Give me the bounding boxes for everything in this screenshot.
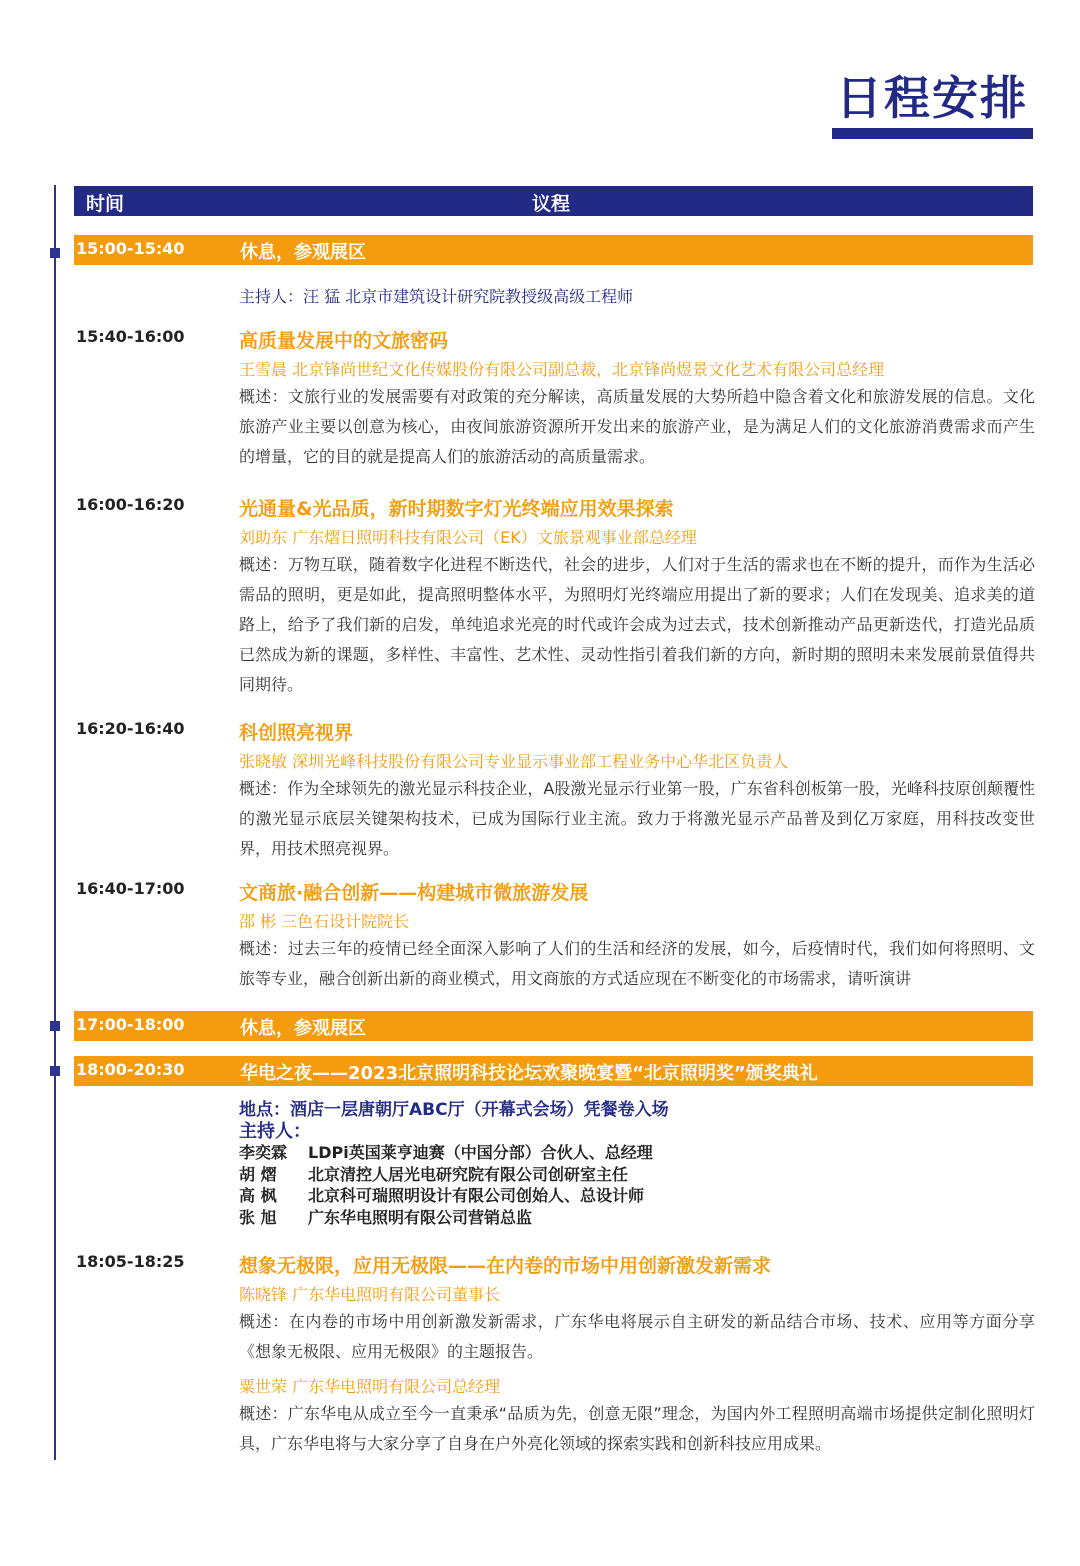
host-title: 北京科可瑞照明设计有限公司创始人、总设计师 [308, 1186, 645, 1205]
break-title: 休息，参观展区 [240, 1018, 366, 1039]
timeline-dot [50, 1066, 60, 1076]
talk-speaker: 刘助东 广东熠日照明科技有限公司（EK）文旅景观事业部总经理 [239, 528, 697, 547]
page-title: 日程安排 [836, 71, 1028, 125]
talk-description: 概述：作为全球领先的激光显示科技企业，A股激光显示行业第一股，广东省科创板第一股，光峰科技原创颠覆性的激光显示底层关键架构技术，已成为国际行业主流。致力于将激光显示产品普及到亿万家庭，用科技改变世界，用技术照亮视界。 [239, 779, 1035, 858]
header-agenda: 议程 [532, 193, 571, 215]
title-underline [832, 128, 1033, 139]
gala-bar [74, 1056, 1033, 1086]
table-header [74, 186, 1033, 216]
host-title: 广东华电照明有限公司营销总监 [308, 1207, 533, 1227]
host-name: 高 枫 [239, 1186, 277, 1205]
host-row [239, 1142, 669, 1164]
gala-title: 华电之夜——2023北京照明科技论坛欢聚晚宴暨“北京照明奖”颁奖典礼 [240, 1063, 818, 1084]
host-title: 北京清控人居光电研究院有限公司创研室主任 [308, 1164, 629, 1184]
host-title: LDPi英国莱亨迪赛（中国分部）合伙人、总经理 [308, 1143, 653, 1162]
talk-title: 光通量&光品质，新时期数字灯光终端应用效果探索 [239, 498, 674, 520]
break-bar [74, 1011, 1033, 1041]
host-name: 胡 熠 [239, 1164, 277, 1184]
talk-speaker: 王雪晨 北京锋尚世纪文化传媒股份有限公司副总裁，北京锋尚煜景文化艺术有限公司总经理 [239, 360, 885, 379]
host-name: 张 旭 [239, 1207, 277, 1227]
timeline-dot [50, 248, 60, 258]
break-bar [74, 235, 1033, 265]
talk-speaker: 邵 彬 三色石设计院院长 [239, 912, 410, 931]
talk-description: 概述：在内卷的市场中用创新激发新需求，广东华电将展示自主研发的新品结合市场、技术、应用等方面分享《想象无极限、应用无极限》的主题报告。 [239, 1312, 1035, 1361]
timeline-dot [50, 1021, 60, 1031]
break-time: 17:00-18:00 [76, 1015, 185, 1034]
talk-time: 18:05-18:25 [76, 1252, 185, 1271]
host-name: 李奕霖 [239, 1143, 288, 1162]
session-host: 主持人：汪 猛 北京市建筑设计研究院教授级高级工程师 [239, 287, 634, 306]
talk-description: 概述：广东华电从成立至今一直秉承“品质为先，创意无限”理念，为国内外工程照明高端市场提供定制化照明灯具，广东华电将与大家分享了自身在户外亮化领域的探索实践和创新科技应用成果。 [239, 1404, 1035, 1453]
talk-title: 科创照亮视界 [239, 722, 354, 744]
talk-description: 概述：过去三年的疫情已经全面深入影响了人们的生活和经济的发展，如今，后疫情时代，我们如何将照明、文旅等专业，融合创新出新的商业模式，用文商旅的方式适应现在不断变化的市场需求，请听演讲 [239, 939, 1035, 988]
hosts-label: 主持人： [239, 1121, 311, 1142]
talk-time: 16:00-16:20 [76, 495, 185, 514]
talk-speaker: 粟世荣 广东华电照明有限公司总经理 [239, 1377, 501, 1396]
venue: 地点：酒店一层唐朝厅ABC厅（开幕式会场）凭餐卷入场 [239, 1100, 669, 1120]
timeline-line [54, 185, 56, 1460]
venue-block [239, 1100, 669, 1228]
talk-speaker: 陈晓锋 广东华电照明有限公司董事长 [239, 1285, 501, 1304]
host-row [239, 1207, 669, 1229]
talk-description: 概述：万物互联，随着数字化进程不断迭代，社会的进步，人们对于生活的需求也在不断的提升，而作为生活必需品的照明，更是如此，提高照明整体水平，为照明灯光终端应用提出了新的要求；人们在发现美、追求美的道路上，给予了我们新的启发，单纯追求光亮的时代或许会成为过去式，技术创新推动产品更新迭代，打造光品质已然成为新的课题，多样性、丰富性、艺术性、灵动性指引着我们新的方向，新时期的照明未来发展前景值得共同期待。 [239, 555, 1035, 694]
host-row [239, 1164, 669, 1186]
talk-title: 想象无极限，应用无极限——在内卷的市场中用创新激发新需求 [239, 1255, 772, 1277]
talk-title: 高质量发展中的文旅密码 [239, 330, 449, 352]
break-time: 15:00-15:40 [76, 239, 185, 258]
talk-time: 16:40-17:00 [76, 879, 185, 898]
talk-time: 16:20-16:40 [76, 719, 185, 738]
talk-title: 文商旅·融合创新——构建城市微旅游发展 [239, 882, 589, 904]
gala-time: 18:00-20:30 [76, 1060, 185, 1079]
header-time: 时间 [86, 193, 125, 215]
talk-time: 15:40-16:00 [76, 327, 185, 346]
talk-description: 概述：文旅行业的发展需要有对政策的充分解读，高质量发展的大势所趋中隐含着文化和旅游发展的信息。文化旅游产业主要以创意为核心，由夜间旅游资源所开发出来的旅游产业，是为满足人们的文化旅游消费需求而产生的增量，它的目的就是提高人们的旅游活动的高质量需求。 [239, 387, 1035, 466]
host-row [239, 1185, 669, 1207]
talk-speaker: 张晓敏 深圳光峰科技股份有限公司专业显示事业部工程业务中心华北区负责人 [239, 752, 789, 771]
break-title: 休息，参观展区 [240, 242, 366, 263]
